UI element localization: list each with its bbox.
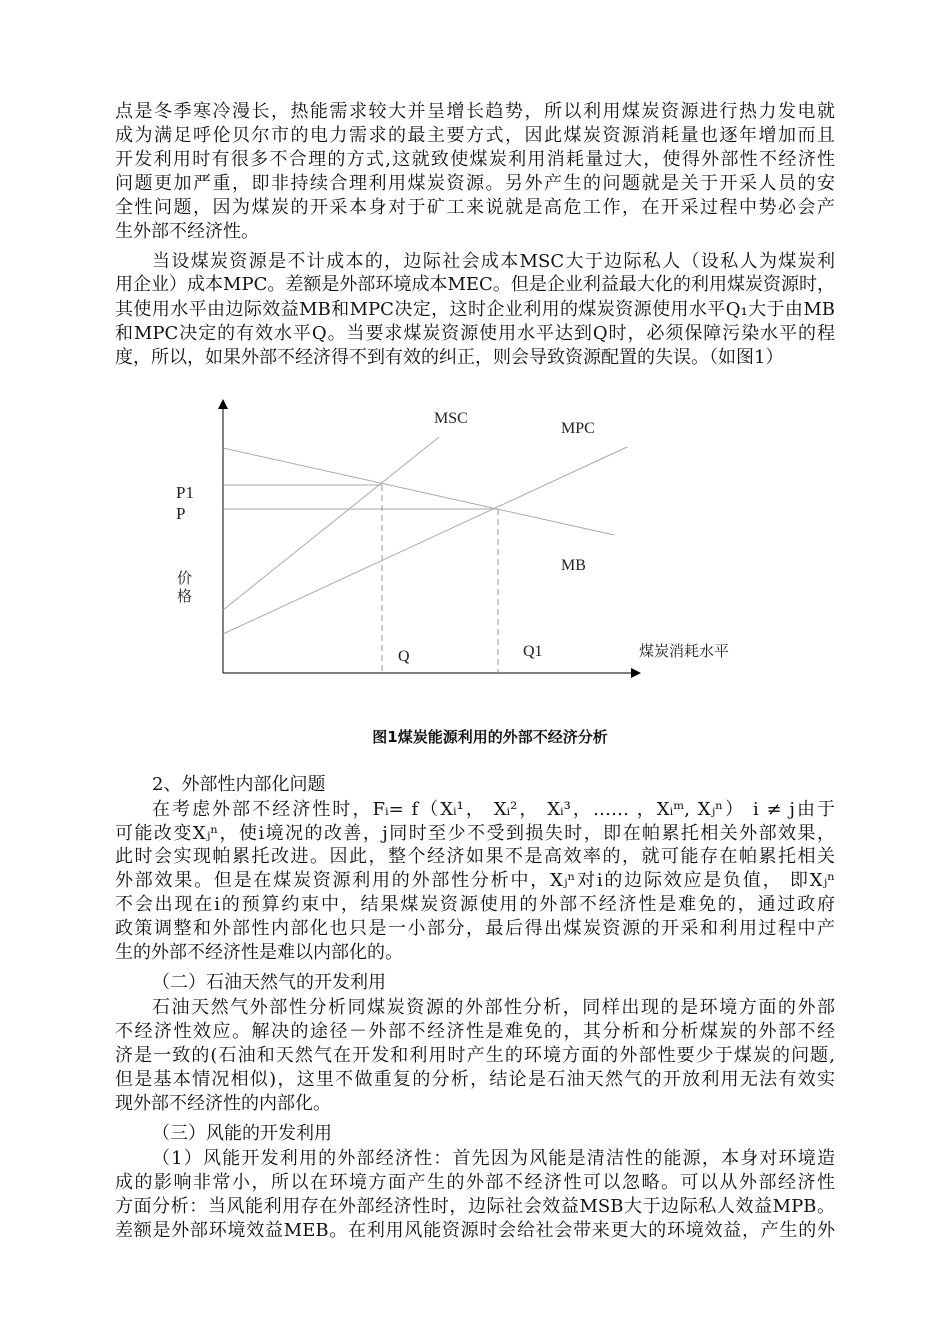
text-line: 石油天然气外部性分析同煤炭资源的外部性分析，同样出现的是环境方面的外部 — [152, 997, 835, 1018]
text-line: 成为满足呼伦贝尔市的电力需求的最主要方式，因此煤炭资源消耗量也逐年增加而且 — [115, 125, 835, 146]
text-line: 成的影响非常小，所以在环境方面产生的外部不经济性可以忽略。可以从外部经济性 — [115, 1172, 835, 1193]
text-line: 但是基本情况相似)，这里不做重复的分析，结论是石油天然气的开放利用无法有效实 — [115, 1069, 835, 1090]
x-axis-label: 煤炭消耗水平 — [639, 642, 730, 660]
text-line: 济是一致的(石油和天然气在开发和利用时产生的环境方面的外部性要少于煤炭的问题, — [115, 1045, 835, 1066]
p-label: P — [176, 504, 186, 523]
text-line: 政策调整和外部性内部化也只是一小部分，最后得出煤炭资源的开采和利用过程中产 — [115, 918, 835, 939]
text-line: （1）风能开发利用的外部经济性：首先因为风能是清洁性的能源，本身对环境造 — [152, 1148, 835, 1169]
text-line: 此时会实现帕累托改进。因此，整个经济如果不是高效率的，就可能存在帕累托相关 — [115, 846, 835, 867]
mb-label: MB — [561, 557, 586, 574]
q-label: Q — [398, 648, 410, 665]
text-line: 全性问题，因为煤炭的开采本身对于矿工来说就是高危工作，在开采过程中势必会产 — [115, 197, 835, 218]
text-line: 度，所以，如果外部不经济得不到有效的纠正，则会导致资源配置的失误。（如图1） — [115, 347, 784, 368]
mb-line — [223, 448, 614, 535]
text-line: 点是冬季寒冷漫长，热能需求较大并呈增长趋势，所以利用煤炭资源进行热力发电就 — [115, 101, 835, 122]
text-line: 现外部不经济性的内部化。 — [115, 1093, 331, 1114]
figure-caption: 图1煤炭能源利用的外部不经济分析 — [372, 728, 608, 746]
q1-label: Q1 — [523, 643, 543, 660]
text-line: 用企业）成本MPC。差额是外部环境成本MEC。但是企业利益最大化的利用煤炭资源时， — [115, 274, 835, 295]
mpc-label: MPC — [561, 420, 595, 437]
y-axis-label-2: 格 — [177, 587, 193, 605]
mpc-line — [223, 447, 627, 634]
text-line: 不经济性效应。解决的途径－外部不经济性是难免的，其分析和分析煤炭的外部不经 — [115, 1021, 835, 1042]
y-axis-label-1: 价 — [177, 569, 193, 587]
text-line: 不会出现在i的预算约束中，结果煤炭资源使用的外部不经济性是难免的，通过政府 — [115, 894, 835, 915]
text-line: 开发利用时有很多不合理的方式,这就致使煤炭利用消耗量过大，使得外部性不经济性 — [115, 149, 835, 170]
text-line: 和MPC决定的有效水平Q。当要求煤炭资源使用水平达到Q时，必须保障污染水平的程 — [115, 323, 835, 344]
text-line: 外部效果。但是在煤炭资源利用的外部性分析中，Xⱼⁿ对i的边际效应是负值， 即Xⱼⁿ — [115, 870, 835, 891]
text-line: 方面分析：当风能利用存在外部经济性时，边际社会效益MSB大于边际私人效益MPB。 — [115, 1196, 835, 1217]
text-line: （二）石油天然气的开发利用 — [152, 972, 386, 993]
text-line: 2、外部性内部化问题 — [152, 774, 326, 795]
p1-label: P1 — [176, 483, 194, 502]
text-line: （三）风能的开发利用 — [152, 1123, 332, 1144]
text-line: 在考虑外部不经济性时，Fᵢ= f（Xᵢ¹， Xᵢ²， Xᵢ³，…… ，Xᵢᵐ, Xⱼⁿ） i ≠ j由于 — [152, 799, 835, 820]
text-line: 其使用水平由边际效益MB和MPC决定，这时企业利用的煤炭资源使用水平Q₁大于由MB — [115, 299, 835, 320]
text-line: 可能改变Xⱼⁿ，使i境况的改善，j同时至少不受到损失时，即在帕累托相关外部效果， — [115, 823, 835, 844]
text-line: 生的外部不经济性是难以内部化的。 — [115, 942, 403, 963]
text-line: 当设煤炭资源是不计成本的，边际社会成本MSC大于边际私人（设私人为煤炭利 — [152, 251, 835, 272]
msc-label: MSC — [434, 410, 468, 427]
text-line: 生外部不经济性。 — [115, 221, 259, 242]
text-line: 差额是外部环境效益MEB。在利用风能资源时会给社会带来更大的环境效益，产生的外 — [115, 1220, 835, 1241]
text-line: 问题更加严重，即非持续合理利用煤炭资源。另外产生的问题就是关于开采人员的安 — [115, 173, 835, 194]
